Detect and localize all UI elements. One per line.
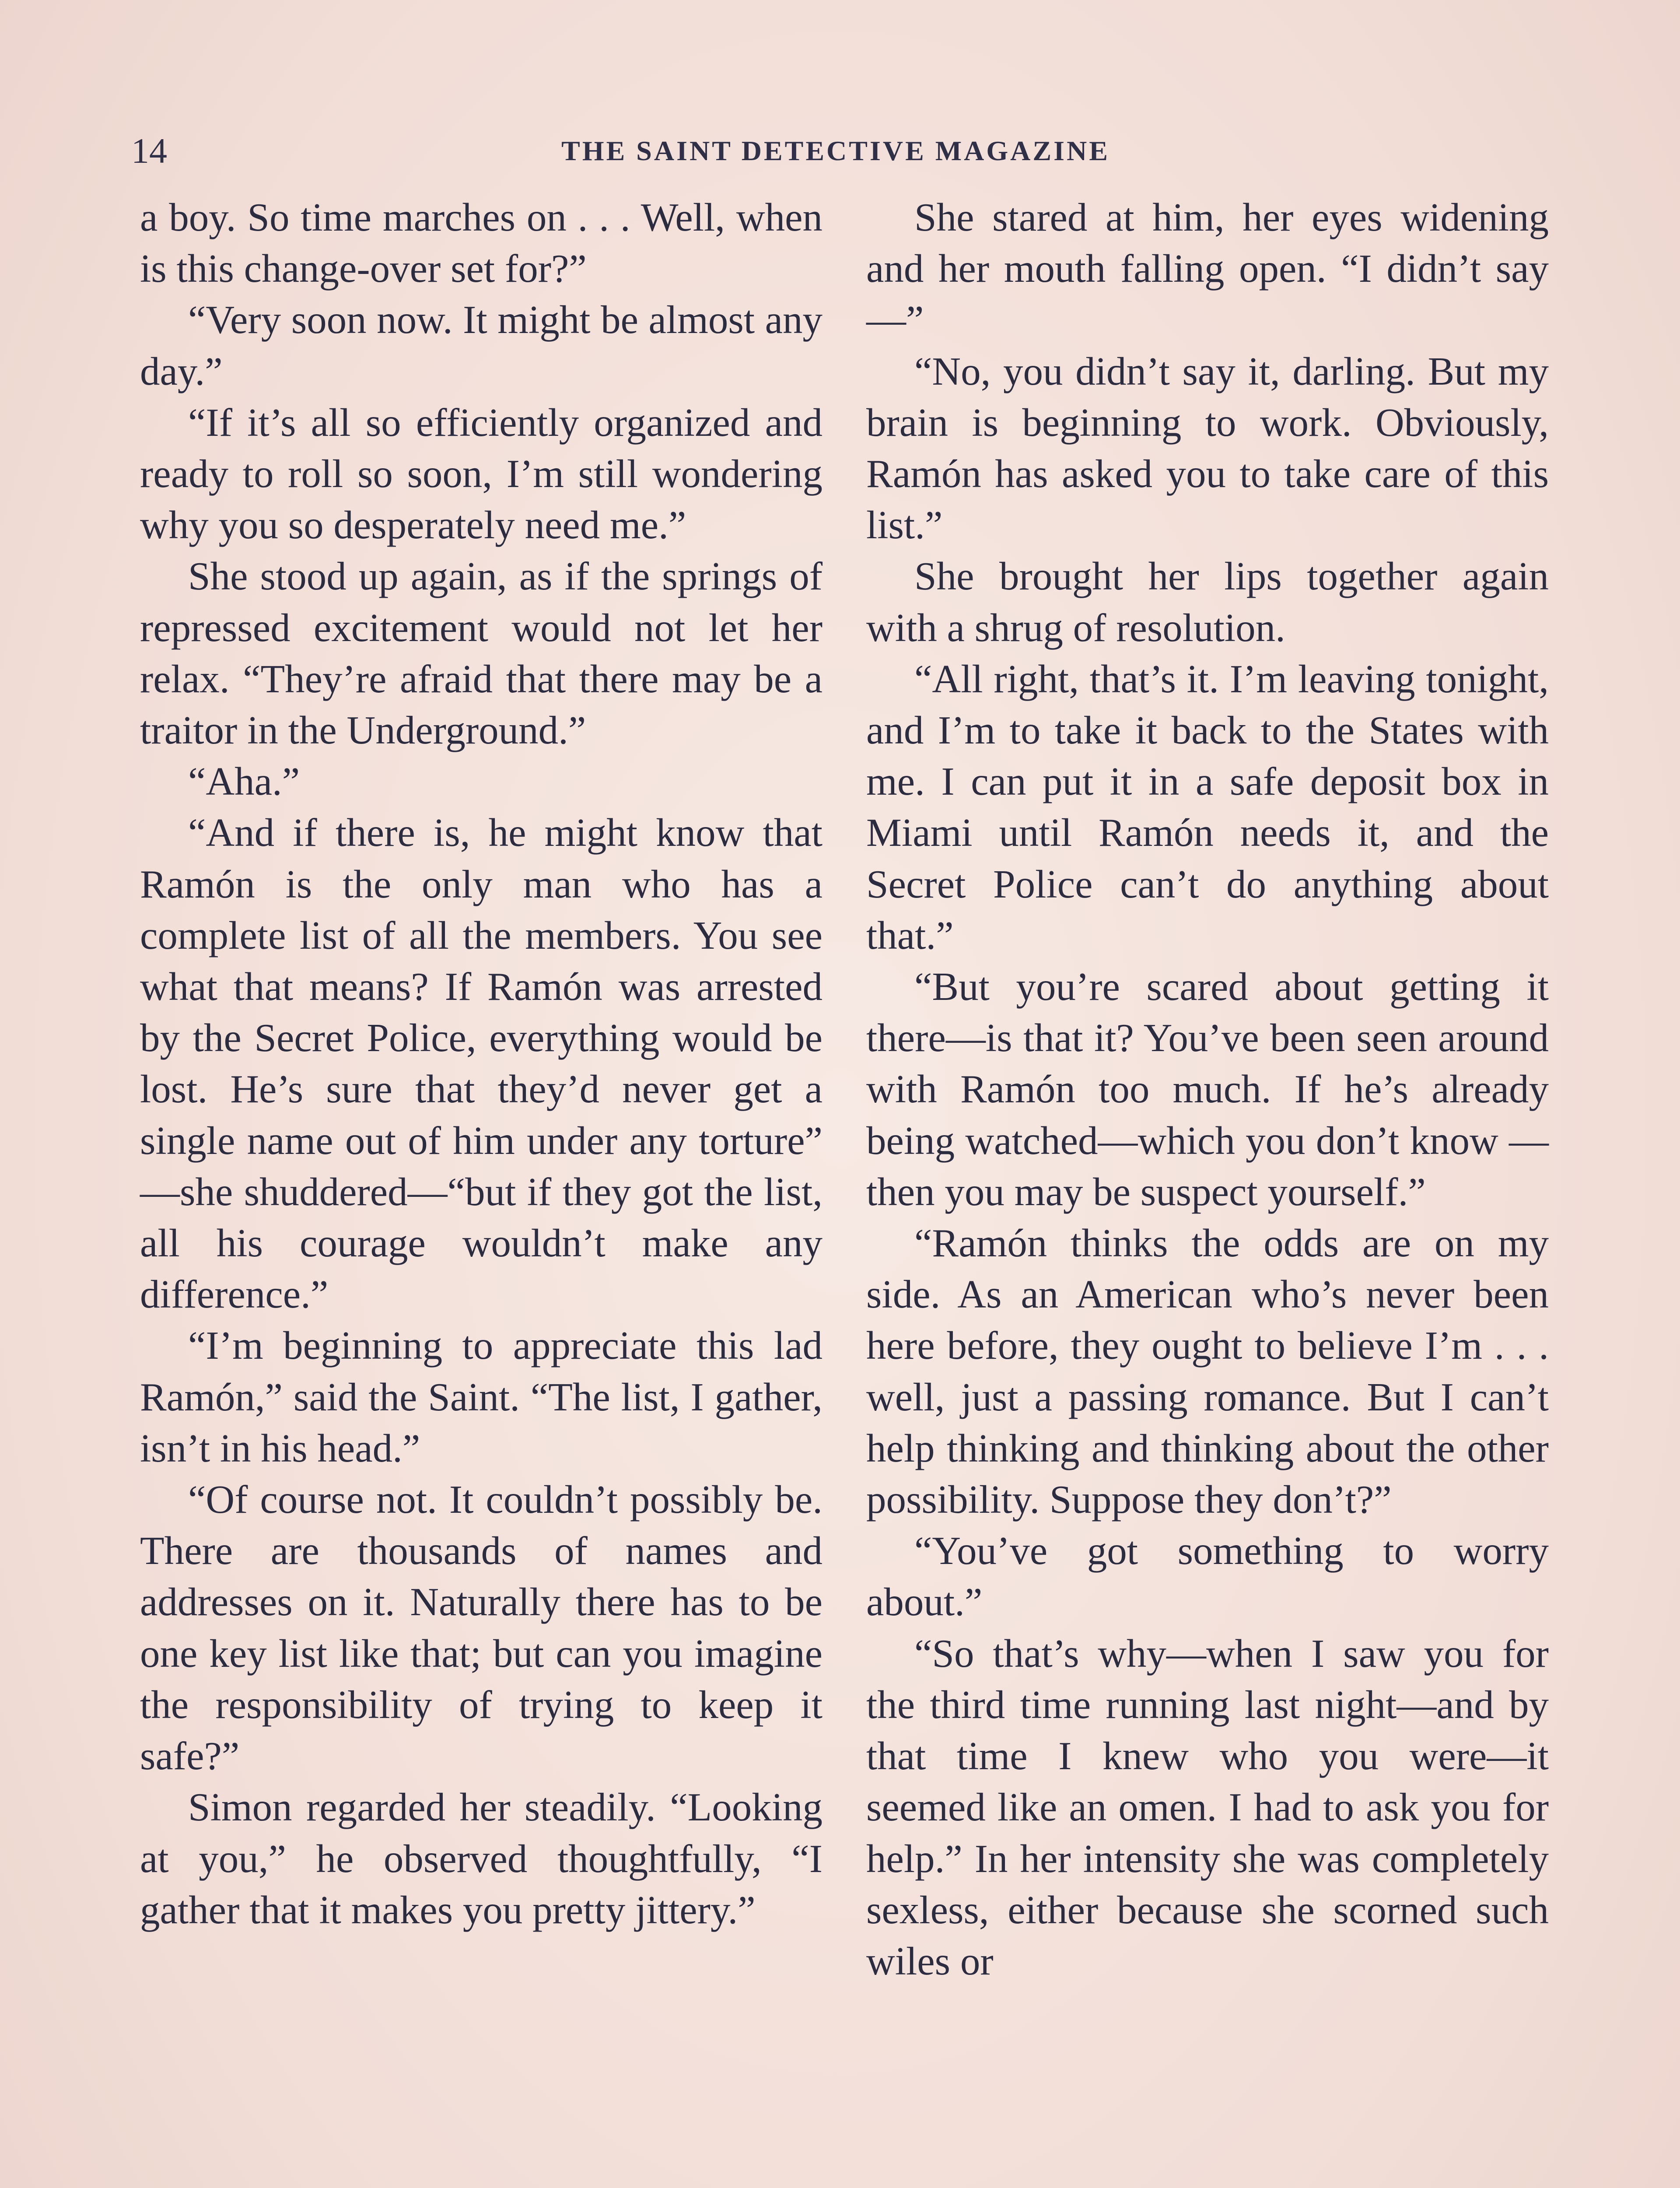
- paragraph: “You’ve got something to worry about.”: [866, 1529, 1549, 1624]
- paragraph: a boy. So time marches on . . . Well, when is this change-over set for?”: [140, 195, 822, 291]
- paragraph: She brought her lips together again with a shrug of resolution.: [866, 554, 1549, 650]
- paragraph: “No, you didn’t say it, darling. But my brain is beginning to work. Obviously, Ramón has asked you to take care of this list.”: [866, 349, 1549, 547]
- paragraph: She stared at him, her eyes widening and her mouth falling open. “I didn’t say—”: [866, 195, 1549, 342]
- page-header: [131, 127, 1540, 175]
- paragraph: “So that’s why—when I saw you for the third time running last night—and by that time I knew who you were—it seemed like an omen. I had to ask you for help.” In her intensity she was completely sexless, either because she scorned such wiles or: [866, 1631, 1549, 1983]
- paragraph: “Of course not. It couldn’t possibly be. There are thousands of names and addresses on it. Naturally there has to be one key list like that; but can you imagine the responsibility of trying to keep it safe?”: [140, 1477, 822, 1778]
- paragraph: “But you’re scared about getting it there—is that it? You’ve been seen around with Ramón too much. If he’s already being watched—which you don’t know —then you may be suspect yourself.”: [866, 964, 1549, 1214]
- running-title: THE SAINT DETECTIVE MAGAZINE: [561, 135, 1110, 166]
- right-column: [866, 192, 1549, 1987]
- page-number: 14: [131, 131, 167, 171]
- paragraph: She stood up again, as if the springs of repressed excitement would not let her relax. “They’re afraid that there may be a traitor in the Underground.”: [140, 554, 822, 753]
- paragraph: “Aha.”: [188, 759, 300, 804]
- paragraph: “And if there is, he might know that Ramón is the only man who has a complete list of all the members. You see what that means? If Ramón was arrested by the Secret Police, everything would be lost. He’s sure that they’d never get a single name out of him under any torture” —she shuddered—“but if they got the list, all his courage wouldn’t make any difference.”: [140, 810, 822, 1317]
- paragraph: “Very soon now. It might be almost any day.”: [140, 298, 822, 393]
- paragraph: “If it’s all so efficiently organized and ready to roll so soon, I’m still wondering why you so desperately need me.”: [140, 400, 822, 547]
- paragraph: “All right, that’s it. I’m leaving tonight, and I’m to take it back to the States with me. I can put it in a safe deposit box in Miami until Ramón needs it, and the Secret Police can’t do anything about that.”: [866, 656, 1549, 957]
- paragraph: Simon regarded her steadily. “Looking at you,” he observed thoughtfully, “I gather that it makes you pretty jittery.”: [140, 1785, 822, 1932]
- left-column: [140, 192, 822, 1936]
- paragraph: “Ramón thinks the odds are on my side. As an American who’s never been here before, they ought to believe I’m . . . well, just a passing romance. But I can’t help thinking and thinking about the other possibility. Suppose they don’t?”: [866, 1221, 1549, 1522]
- paragraph: “I’m beginning to appreciate this lad Ramón,” said the Saint. “The list, I gather, isn’t in his head.”: [140, 1323, 822, 1470]
